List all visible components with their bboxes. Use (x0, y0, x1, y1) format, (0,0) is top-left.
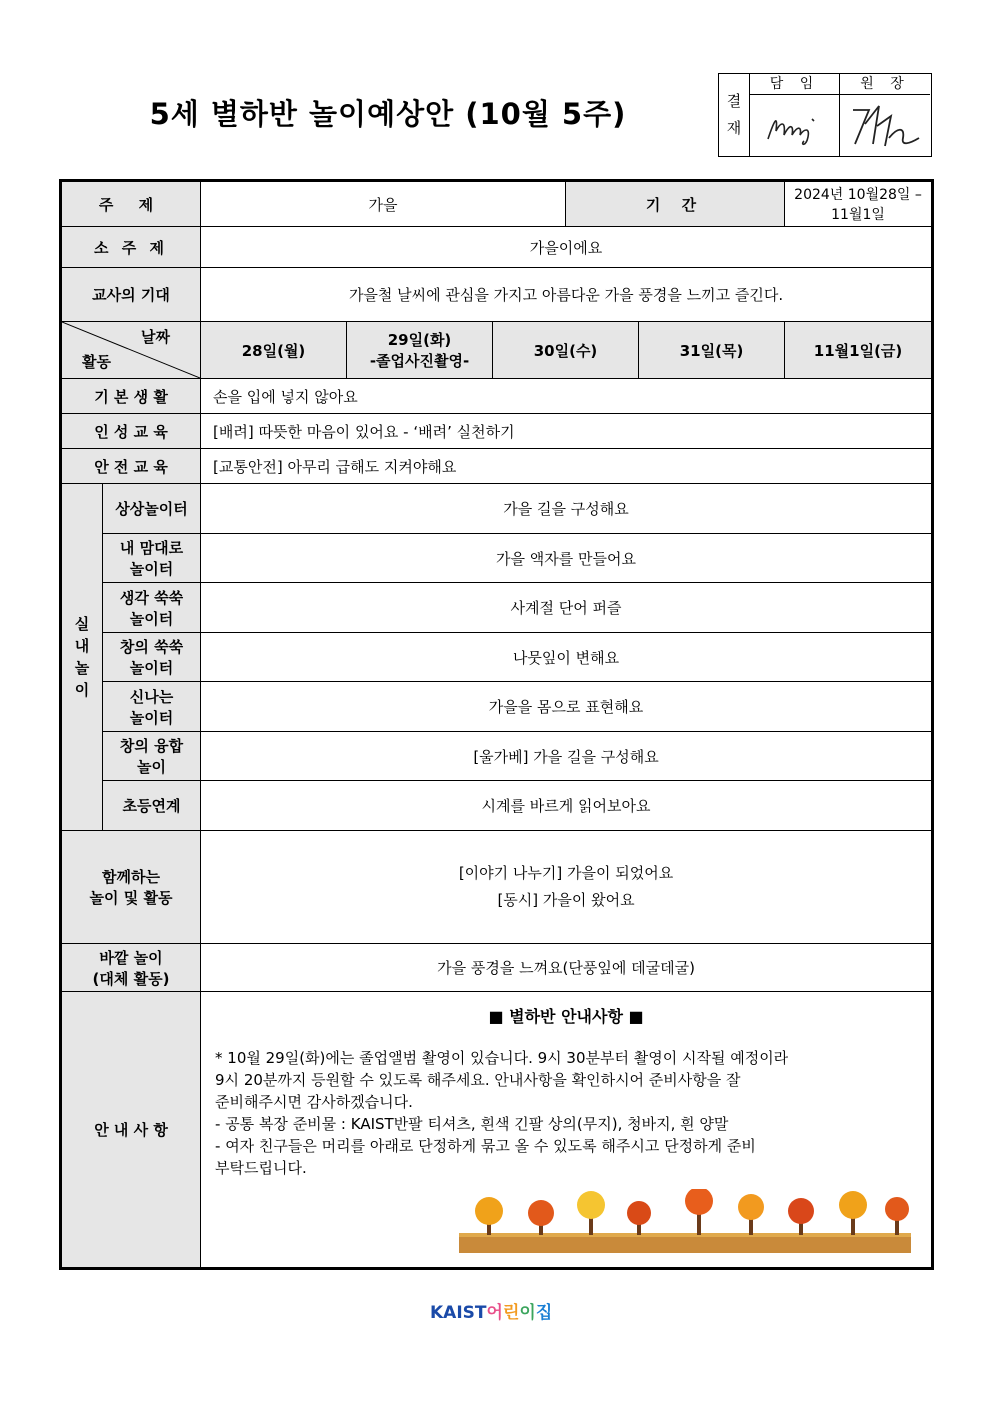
basic-value: 손을 입에 넣지 않아요 (201, 379, 932, 414)
indoor-area-value: 사계절 단어 퍼즐 (201, 583, 932, 633)
notice-row (62, 992, 932, 1268)
indoor-row (62, 682, 932, 732)
character-label: 인 성 교 육 (62, 414, 201, 449)
indoor-area-label-line: 놀이터 (129, 659, 174, 677)
subtheme-value: 가을이에요 (201, 227, 932, 268)
character-row (62, 414, 932, 449)
approval-label (719, 74, 750, 156)
approval-label-bottom: 재 (726, 119, 742, 137)
indoor-area-label-line: 생각 쑥쑥 (119, 588, 184, 607)
indoor-area-label (103, 583, 201, 633)
indoor-area-value: 가을 액자를 만들어요 (201, 534, 932, 583)
indoor-area-value: 나뭇잎이 변해요 (201, 633, 932, 682)
indoor-area-label-line: 놀이터 (129, 560, 174, 578)
outdoor-row (62, 944, 932, 992)
indoor-area-label-line: 신나는 (129, 687, 174, 706)
indoor-row (62, 484, 932, 534)
indoor-label-char: 이 (74, 681, 90, 699)
outdoor-label-line: (대체 활동) (92, 969, 170, 988)
approval-teacher-header: 담 임 (750, 74, 839, 95)
subtheme-label: 소 주 제 (62, 227, 201, 268)
teacher-signature (750, 95, 839, 156)
activity-label: 활동 (82, 353, 111, 371)
notice-line: * 10월 29일(화)에는 졸업앨범 촬영이 있습니다. 9시 30분부터 촬영이 시작될 예정이라 (215, 1049, 789, 1067)
indoor-row (62, 583, 932, 633)
character-value: [배려] 따뜻한 마음이 있어요 - ‘배려’ 실천하기 (201, 414, 932, 449)
together-value-line: [동시] 가을이 왔어요 (497, 891, 635, 909)
date-activity-header (62, 322, 201, 379)
indoor-label-char: 내 (74, 637, 90, 655)
indoor-row (62, 633, 932, 682)
kaist-logo (430, 1298, 552, 1323)
notice-line: - 여자 친구들은 머리를 아래로 단정하게 묶고 올 수 있도록 해주시고 단정하게 준비 (215, 1137, 756, 1155)
logo-char: 어 (486, 1303, 503, 1323)
logo-char: 이 (519, 1303, 536, 1323)
indoor-area-value: 가을을 몸으로 표현해요 (201, 682, 932, 732)
period-label: 기 간 (566, 182, 785, 227)
indoor-label (62, 484, 103, 831)
indoor-area-label (103, 682, 201, 732)
theme-value: 가을 (201, 182, 566, 227)
logo-brand: KAIST (430, 1303, 487, 1323)
notice-body (201, 1047, 931, 1179)
safety-label: 안 전 교 육 (62, 449, 201, 484)
autumn-trees-image (459, 1189, 911, 1253)
indoor-area-label: 상상놀이터 (103, 484, 201, 534)
outdoor-value: 가을 풍경을 느껴요(단풍잎에 데굴데굴) (201, 944, 932, 992)
notice-content (201, 992, 932, 1268)
indoor-label-char: 실 (74, 615, 90, 633)
safety-row (62, 449, 932, 484)
plan-table (61, 181, 932, 1268)
safety-value: [교통안전] 아무리 급해도 지켜야해요 (201, 449, 932, 484)
together-value-line: [이야기 나누기] 가을이 되었어요 (458, 864, 674, 882)
indoor-area-value: [울가베] 가을 길을 구성해요 (201, 732, 932, 781)
teacher-label: 교사의 기대 (62, 268, 201, 322)
logo-char: 린 (502, 1303, 520, 1323)
approval-director (840, 74, 930, 156)
indoor-area-label-line: 놀이 (137, 758, 166, 776)
page-title: 5세 별하반 놀이예상안 (10월 5주) (149, 97, 627, 131)
indoor-label-char: 놀 (74, 659, 90, 677)
day-2-note: -졸업사진촬영- (369, 352, 470, 370)
indoor-area-label-line: 창의 융합 (119, 737, 184, 755)
day-3: 30일(수) (493, 322, 639, 379)
indoor-area-label-line: 창의 쑥쑥 (119, 638, 184, 656)
notice-line: 9시 20분까지 등원할 수 있도록 해주세요. 안내사항을 확인하시어 준비사항을 잘 (215, 1071, 741, 1089)
indoor-area-label (103, 633, 201, 682)
subtheme-row (62, 227, 932, 268)
day-header-row (62, 322, 932, 379)
period-value: 2024년 10월28일 – 11월1일 (785, 182, 932, 227)
together-row (62, 831, 932, 944)
day-4: 31일(목) (639, 322, 785, 379)
teacher-value: 가을철 날씨에 관심을 가지고 아름다운 가을 풍경을 느끼고 즐긴다. (201, 268, 932, 322)
day-1: 28일(월) (201, 322, 347, 379)
notice-line: 준비해주시면 감사하겠습니다. (215, 1093, 413, 1111)
approval-box (718, 73, 932, 157)
approval-label-top: 결 (726, 92, 742, 110)
teacher-row (62, 268, 932, 322)
indoor-area-label (103, 534, 201, 583)
together-value (201, 831, 932, 944)
approval-director-header: 원 장 (840, 74, 930, 95)
basic-row (62, 379, 932, 414)
date-label: 날짜 (141, 328, 171, 346)
theme-row (62, 182, 932, 227)
together-label-line: 함께하는 (102, 868, 160, 886)
outdoor-label-line: 바깥 놀이 (99, 948, 163, 967)
indoor-row (62, 732, 932, 781)
together-label (62, 831, 201, 944)
indoor-area-label-line: 놀이터 (129, 609, 174, 628)
indoor-row (62, 781, 932, 831)
indoor-row (62, 534, 932, 583)
indoor-area-value: 가을 길을 구성해요 (201, 484, 932, 534)
indoor-area-label-line: 내 맘대로 (119, 539, 184, 557)
notice-line: - 공통 복장 준비물 : KAIST반팔 티셔츠, 흰색 긴팔 상의(무지), 청바지, 흰 양말 (215, 1115, 729, 1133)
indoor-area-label (103, 732, 201, 781)
indoor-area-value: 시계를 바르게 읽어보아요 (201, 781, 932, 831)
director-signature (840, 95, 930, 156)
together-label-line: 놀이 및 활동 (89, 889, 173, 907)
indoor-area-label: 초등연계 (103, 781, 201, 831)
notice-line: 부탁드립니다. (215, 1159, 307, 1177)
day-2-date: 29일(화) (387, 331, 452, 349)
indoor-area-label-line: 놀이터 (129, 708, 174, 727)
notice-label: 안 내 사 항 (62, 992, 201, 1268)
theme-label: 주 제 (62, 182, 201, 227)
notice-title: ■ 별하반 안내사항 ■ (488, 1007, 644, 1026)
day-5: 11월1일(금) (785, 322, 932, 379)
day-2 (347, 322, 493, 379)
logo-char: 집 (535, 1303, 553, 1323)
outdoor-label (62, 944, 201, 992)
basic-label: 기 본 생 활 (62, 379, 201, 414)
approval-teacher (750, 74, 840, 156)
